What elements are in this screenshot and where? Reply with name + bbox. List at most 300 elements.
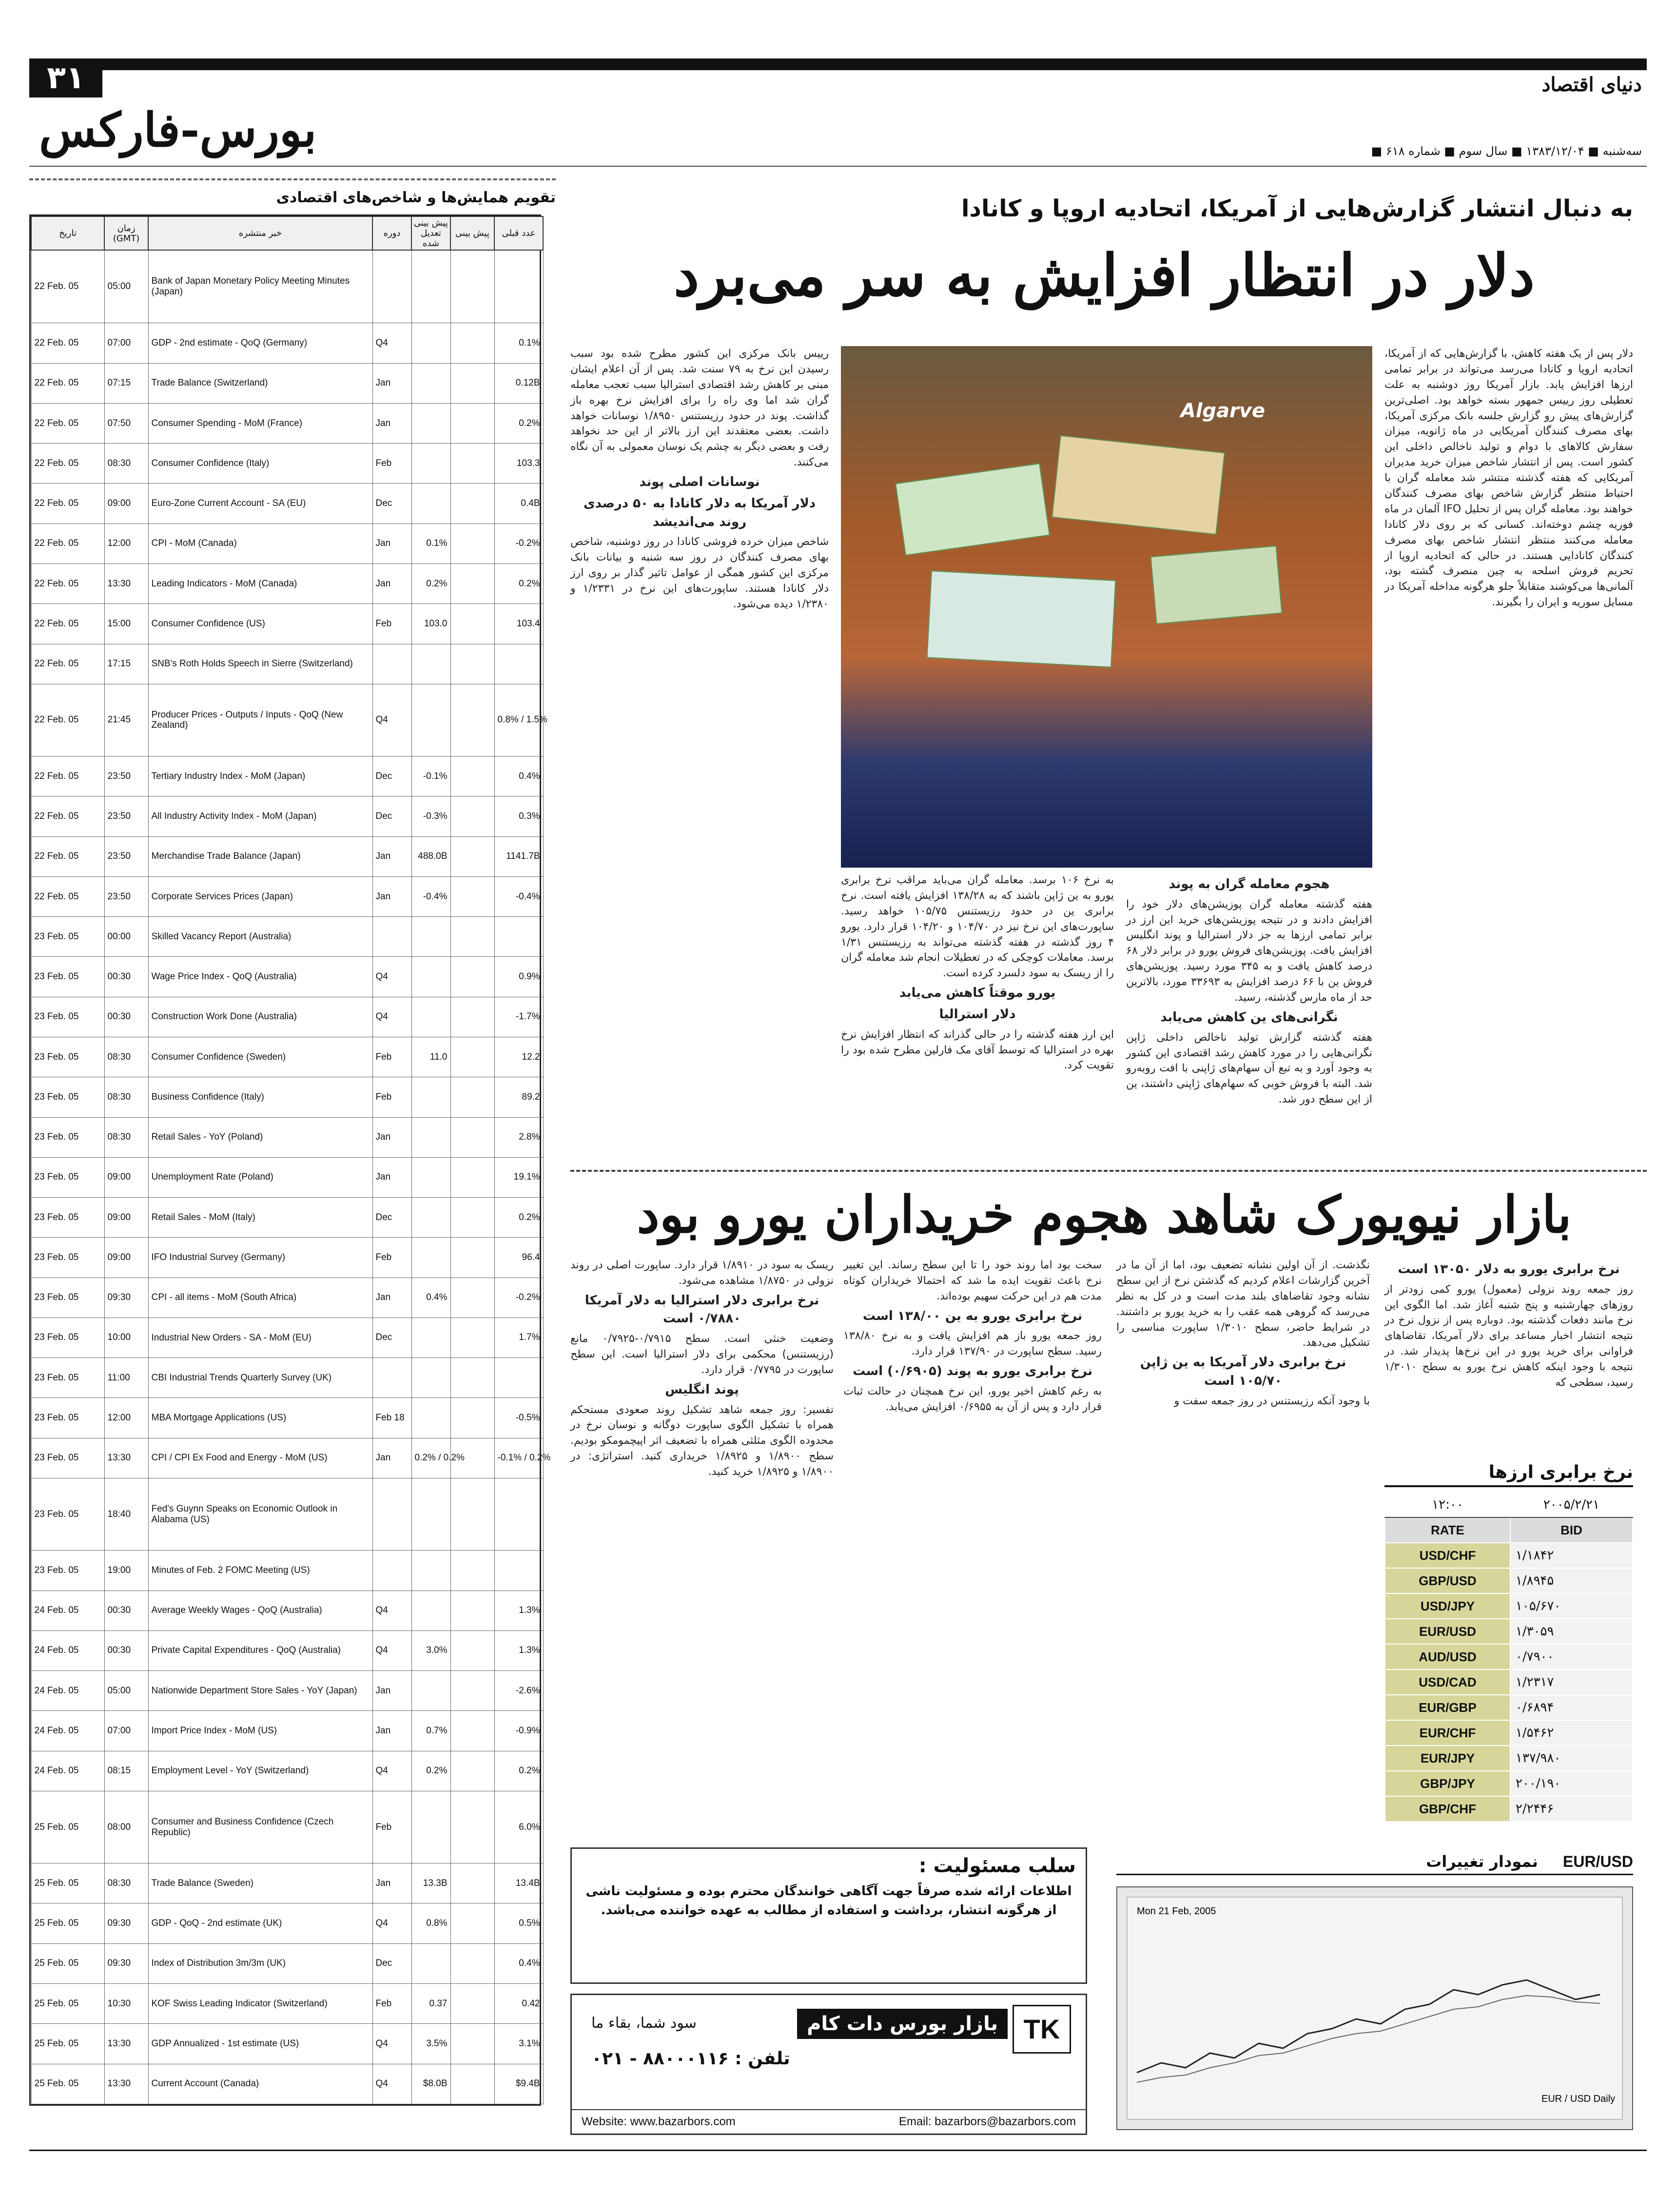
banknote-image <box>927 570 1116 668</box>
calendar-cell: Feb <box>372 1037 411 1077</box>
calendar-cell: 00:30 <box>104 1630 148 1670</box>
calendar-row <box>31 1671 543 1711</box>
calendar-cell: Feb <box>372 1983 411 2023</box>
calendar-cell: -0.2% <box>494 524 543 563</box>
calendar-row <box>31 1157 543 1197</box>
calendar-cell: 07:00 <box>104 1711 148 1751</box>
calendar-cell: 00:30 <box>104 997 148 1037</box>
calendar-body <box>31 250 551 2104</box>
calendar-cell: 0.2% / 0.2% <box>411 1438 450 1478</box>
calendar-cell: 23 Feb. 05 <box>31 1278 104 1318</box>
calendar-cell: 23 Feb. 05 <box>31 1117 104 1157</box>
calendar-cell: 23 Feb. 05 <box>31 1478 104 1550</box>
article1-subhead-yen: نگرانی‌های ین کاهش می‌یابد <box>1160 1009 1338 1025</box>
calendar-cell: GDP - QoQ - 2nd estimate (UK) <box>148 1903 372 1943</box>
calendar-cell <box>450 1117 494 1157</box>
calendar-cell: 23:50 <box>104 796 148 836</box>
calendar-cell <box>494 1551 543 1591</box>
calendar-cell: 22 Feb. 05 <box>31 444 104 484</box>
article1-col3 <box>841 873 1114 1165</box>
calendar-row <box>31 1398 543 1438</box>
calendar-cell: 13.4B <box>494 1863 543 1903</box>
calendar-cell: 23:50 <box>104 757 148 796</box>
calendar-row <box>31 1751 543 1791</box>
calendar-cell <box>411 644 450 684</box>
banknote-image <box>1052 435 1225 535</box>
calendar-cell <box>372 644 411 684</box>
article2-col3 <box>843 1258 1102 1843</box>
article2-col2 <box>1116 1258 1370 1843</box>
chart-caption: EUR / USD Daily <box>1541 2094 1616 2104</box>
article2-col4 <box>570 1258 834 1843</box>
calendar-cell: Q4 <box>372 1903 411 1943</box>
fx-row <box>1385 1669 1633 1695</box>
calendar-cell <box>494 250 543 323</box>
calendar-row <box>31 876 543 916</box>
calendar-cell: Unemployment Rate (Poland) <box>148 1157 372 1197</box>
calendar-row <box>31 1358 543 1398</box>
disclaimer-box <box>570 1847 1087 1984</box>
calendar-cell: Q4 <box>372 323 411 363</box>
calendar-cell <box>372 1478 411 1550</box>
calendar-cell <box>411 323 450 363</box>
calendar-cell: Feb 18 <box>372 1398 411 1438</box>
calendar-cell <box>450 1198 494 1238</box>
calendar-cell <box>411 1318 450 1358</box>
calendar-cell: Jan <box>372 1438 411 1478</box>
dashed-rule <box>29 178 556 180</box>
calendar-cell: 0.4B <box>494 484 543 524</box>
article2-subhead-eurusd: نرخ برابری یورو به دلار ۱۳۰۵۰ است <box>1398 1262 1620 1277</box>
calendar-cell <box>411 1791 450 1863</box>
article1-col1-text: دلار پس از یک هفته کاهش، با گزارش‌هایی که از آمریکا، اتحادیه اروپا و کانادا می‌رسد می‌تواند در برابر تمامی ارزها افزایش یابد. بازار آمریکا روز دوشنبه به علت تعطیلی روز رییس جمهور بسته خواهد بود. اصلی‌ترین گزارش‌های پیش رو گزارش جلسه بانک مرکزی آمریکا، بهای مصرف کنندگان آمریکایی در ماه ژانویه، میزان سفارش کالاهای با دوام و تولید ناخالص داخلی این کشور است. پس از انتشار شاخص میزان خرید مدیران آمریکایی که هفته گذشته منتشر شد معامله گران با احتیاط منتظر گزارش شاخص بهای مصرف کنندگان خواهند بود. معامله گران پس از تحلیل IFO آلمان در ماه فوریه چشم دوخته‌اند. کسانی که بر روی دلار کانادا معامله می‌کنند منتظر انتشار شاخص بهای مصرف کنندگان کانادایی هستند. در حالی که اتحادیه اروپا از تحریم فروش اسلحه به چین منصرف گشته بود، آلمانی‌ها می‌کوشند متقابلاً جلو هرگونه مداخله آمریکا در مسایل سوریه و ایران را بگیرند. <box>1384 348 1633 609</box>
calendar-cell <box>450 1943 494 1983</box>
calendar-cell: 0.12B <box>494 363 543 403</box>
calendar-cell: 19.1% <box>494 1157 543 1197</box>
calendar-row <box>31 836 543 876</box>
company-email[interactable]: Email: bazarbors@bazarbors.com <box>898 2115 1076 2128</box>
chart-plot-area <box>1127 1897 1622 2119</box>
calendar-cell: Industrial New Orders - SA - MoM (EU) <box>148 1318 372 1358</box>
article2-subhead-audusd: نرخ برابری دلار استرالیا به دلار آمریکا ۰/۷۸۸۰ است <box>585 1293 819 1326</box>
calendar-cell: 25 Feb. 05 <box>31 2024 104 2064</box>
calendar-cell: Jan <box>372 836 411 876</box>
calendar-cell <box>450 836 494 876</box>
calendar-cell: 488.0B <box>411 836 450 876</box>
calendar-cell: 08:30 <box>104 1037 148 1077</box>
calendar-cell: 23 Feb. 05 <box>31 1157 104 1197</box>
calendar-cell: 11.0 <box>411 1037 450 1077</box>
calendar-cell: 24 Feb. 05 <box>31 1630 104 1670</box>
calendar-cell: Consumer and Business Confidence (Czech Republic) <box>148 1791 372 1863</box>
calendar-cell: Jan <box>372 363 411 403</box>
calendar-cell <box>450 1318 494 1358</box>
calendar-cell: 05:00 <box>104 250 148 323</box>
calendar-cell: SNB's Roth Holds Speech in Sierre (Switzerland) <box>148 644 372 684</box>
calendar-row <box>31 363 543 403</box>
calendar-cell: 13:30 <box>104 1438 148 1478</box>
calendar-cell: 25 Feb. 05 <box>31 1983 104 2023</box>
calendar-cell: -0.3% <box>411 796 450 836</box>
article1-headline: دلار در انتظار افزایش به سر می‌برد <box>673 241 1535 309</box>
calendar-cell: All Industry Activity Index - MoM (Japan) <box>148 796 372 836</box>
calendar-row <box>31 1278 543 1318</box>
fx-bid: ۱/۲۳۱۷ <box>1510 1669 1633 1695</box>
calendar-cell: 00:30 <box>104 957 148 997</box>
calendar-row <box>31 1117 543 1157</box>
fx-bid: ۱/۳۰۵۹ <box>1510 1619 1633 1644</box>
calendar-cell: Feb <box>372 604 411 644</box>
calendar-cell: Jan <box>372 403 411 443</box>
calendar-row <box>31 1943 543 1983</box>
calendar-cell <box>450 644 494 684</box>
calendar-cell: Wage Price Index - QoQ (Australia) <box>148 957 372 997</box>
calendar-cell <box>411 403 450 443</box>
calendar-cell: Skilled Vacancy Report (Australia) <box>148 917 372 957</box>
chart-pair: EUR/USD <box>1562 1853 1633 1870</box>
fx-row <box>1385 1746 1633 1771</box>
calendar-cell: -0.4% <box>494 876 543 916</box>
calendar-cell <box>411 917 450 957</box>
calendar-cell: Average Weekly Wages - QoQ (Australia) <box>148 1591 372 1630</box>
calendar-cell <box>450 1671 494 1711</box>
fx-bid-label: BID <box>1510 1517 1633 1543</box>
calendar-cell: 08:30 <box>104 1863 148 1903</box>
issue-line: ■ سه‌شنبه ■ ۱۳۸۳/۱۲/۰۴ ■ سال سوم ■ شماره ۶۱۸ <box>1371 144 1642 158</box>
fx-row <box>1385 1771 1633 1796</box>
fx-pair: USD/CHF <box>1385 1543 1510 1568</box>
calendar-cell: Feb <box>372 444 411 484</box>
calendar-cell: Employment Level - YoY (Switzerland) <box>148 1751 372 1791</box>
calendar-cell <box>450 1863 494 1903</box>
company-slogan: سود شما، بقاء ما <box>591 2015 697 2032</box>
calendar-cell: 23 Feb. 05 <box>31 957 104 997</box>
calendar-cell <box>450 1358 494 1398</box>
article1-col4-text: رییس بانک مرکزی این کشور مطرح شده بود سبب رسیدن این نرخ به ۷۹ سنت شد. پس از آن اعلام ایشان مبنی بر کاهش رشد اقتصادی استرالیا سبب تعجب معامله گران شد اما وی راه را برای افزایش نرخ بهره باز گذاشت. پوند در حدود رزیستنس ۱/۸۹۵۰ نوسانات خواهد داشت. بعضی معتقدند این ارز بالاتر از این حد نخواهد رفت و بعضی دیگر به چشم یک نوسان معمولی به آن نگاه می‌کنند. <box>570 348 829 469</box>
fx-date-row <box>1385 1492 1633 1517</box>
calendar-cell <box>411 997 450 1037</box>
chart-title <box>1116 1852 1633 1875</box>
article2-col2b-text: با وجود آنکه رزیستنس در روز جمعه سفت و <box>1174 1395 1370 1407</box>
bottom-rule <box>29 2150 1647 2151</box>
article2-col4c-text: تفسیر: روز جمعه شاهد تشکیل روند صعودی مستحکم همراه با تشکیل الگوی ساپورت دوگانه و نوسان نرخ در محدوده الگوی مثلثی همراه با تضعیف اثر اپیچمومکو بودیم. سطح ۱/۸۹۰۰ و ۱/۸۹۲۵ خریداری کنید. استراتژی: در ۱/۸۹۰۰ و ۱/۸۹۲۵ خرید کنید. <box>570 1403 834 1478</box>
calendar-cell: 25 Feb. 05 <box>31 1903 104 1943</box>
article1-col1 <box>1384 346 1633 1165</box>
calendar-cell: Q4 <box>372 2064 411 2104</box>
calendar-cell: GDP Annualized - 1st estimate (US) <box>148 2024 372 2064</box>
calendar-row <box>31 917 543 957</box>
calendar-cell <box>450 997 494 1037</box>
calendar-cell: 09:00 <box>104 484 148 524</box>
calendar-cell <box>450 684 494 756</box>
calendar-cell <box>450 363 494 403</box>
calendar-cell: 09:00 <box>104 1238 148 1278</box>
fx-pair: USD/CAD <box>1385 1669 1510 1695</box>
calendar-row <box>31 1630 543 1670</box>
calendar-cell: 0.4% <box>494 1943 543 1983</box>
newspaper-logo: دنیای اقتصاد <box>1541 73 1642 96</box>
calendar-cell: 07:00 <box>104 323 148 363</box>
calendar-cell: 25 Feb. 05 <box>31 1791 104 1863</box>
calendar-cell: Dec <box>372 757 411 796</box>
calendar-cell <box>372 917 411 957</box>
calendar-cell <box>450 2064 494 2104</box>
article1-col2 <box>1126 873 1372 1165</box>
calendar-cell: 07:15 <box>104 363 148 403</box>
calendar-cell: 24 Feb. 05 <box>31 1671 104 1711</box>
calendar-cell <box>411 1551 450 1591</box>
calendar-row <box>31 2064 543 2104</box>
calendar-cell: 23 Feb. 05 <box>31 1318 104 1358</box>
calendar-cell: 22 Feb. 05 <box>31 524 104 563</box>
fx-row <box>1385 1796 1633 1822</box>
calendar-cell <box>450 1037 494 1077</box>
eurusd-chart <box>1116 1886 1633 2130</box>
calendar-cell: Fed's Guynn Speaks on Economic Outlook in Alabama (US) <box>148 1478 372 1550</box>
calendar-cell <box>450 1398 494 1438</box>
chart-title-text: نمودار تغییرات <box>1426 1852 1538 1871</box>
calendar-cell: -0.5% <box>494 1398 543 1438</box>
calendar-cell: 3.0% <box>411 1630 450 1670</box>
calendar-cell: 23 Feb. 05 <box>31 1077 104 1117</box>
calendar-cell: 08:30 <box>104 1117 148 1157</box>
calendar-cell: Jan <box>372 563 411 603</box>
calendar-cell: 0.42 <box>494 1983 543 2023</box>
calendar-cell: CPI - MoM (Canada) <box>148 524 372 563</box>
calendar-cell: 23 Feb. 05 <box>31 1438 104 1478</box>
calendar-cell <box>411 1591 450 1630</box>
fx-row <box>1385 1593 1633 1619</box>
calendar-cell <box>450 757 494 796</box>
calendar-cell: Tertiary Industry Index - MoM (Japan) <box>148 757 372 796</box>
fx-pair: GBP/JPY <box>1385 1771 1510 1796</box>
banknote-image <box>895 463 1050 556</box>
fx-rate-label: RATE <box>1385 1517 1510 1543</box>
calendar-cell: Trade Balance (Sweden) <box>148 1863 372 1903</box>
calendar-cell: 13.3B <box>411 1863 450 1903</box>
calendar-cell: 6.0% <box>494 1791 543 1863</box>
calendar-row <box>31 403 543 443</box>
calendar-cell <box>450 1077 494 1117</box>
calendar-cell: 23 Feb. 05 <box>31 917 104 957</box>
calendar-cell: 23 Feb. 05 <box>31 1398 104 1438</box>
article1-subhead-pound-swings: نوسانات اصلی پوند <box>639 475 760 490</box>
calendar-cell: MBA Mortgage Applications (US) <box>148 1398 372 1438</box>
article-divider <box>570 1170 1647 1172</box>
calendar-cell <box>450 1238 494 1278</box>
calendar-cell <box>494 1478 543 1550</box>
calendar-cell <box>372 1551 411 1591</box>
calendar-cell: 25 Feb. 05 <box>31 2064 104 2104</box>
fx-pair: EUR/JPY <box>1385 1746 1510 1771</box>
calendar-row <box>31 1198 543 1238</box>
fx-bid: ۱/۸۹۴۵ <box>1510 1568 1633 1593</box>
calendar-cell: Consumer Confidence (US) <box>148 604 372 644</box>
calendar-cell: 11:00 <box>104 1358 148 1398</box>
ad-footer <box>572 2109 1086 2134</box>
calendar-cell <box>372 1358 411 1398</box>
article2-subhead-eurjpy: نرخ برابری یورو به ین ۱۳۸/۰۰ است <box>862 1308 1083 1323</box>
calendar-cell: 09:30 <box>104 1903 148 1943</box>
calendar-cell: 0.2% <box>494 403 543 443</box>
fx-bid: ۲۰۰/۱۹۰ <box>1510 1771 1633 1796</box>
calendar-cell: 21:45 <box>104 684 148 756</box>
advertisement <box>570 1994 1087 2135</box>
calendar-cell <box>411 684 450 756</box>
calendar-cell <box>450 1478 494 1550</box>
fx-pair: USD/JPY <box>1385 1593 1510 1619</box>
calendar-cell: 13:30 <box>104 2064 148 2104</box>
article2-col1 <box>1384 1258 1633 1453</box>
calendar-cell <box>450 323 494 363</box>
fx-row <box>1385 1619 1633 1644</box>
fx-row <box>1385 1720 1633 1746</box>
calendar-cell: Retail Sales - YoY (Poland) <box>148 1117 372 1157</box>
calendar-row <box>31 1037 543 1077</box>
article2-col4-text: ریسک به سود در ۱/۸۹۱۰ قرار دارد. ساپورت اصلی در روند نزولی در ۱/۸۷۵۰ مشاهده می‌شود. <box>570 1259 834 1287</box>
calendar-cell <box>450 250 494 323</box>
calendar-cell <box>450 524 494 563</box>
article2-col3-text: سخت بود اما روند خود را تا این سطح رساند. این تغییر نرخ باعث تقویت ایده ما شد که احتمالا خریداران کوتاه مدت هم در این حرکت سهیم بوده‌اند. <box>843 1259 1102 1302</box>
calendar-cell: Consumer Confidence (Sweden) <box>148 1037 372 1077</box>
calendar-cell: 08:30 <box>104 1077 148 1117</box>
calendar-cell <box>450 1278 494 1318</box>
calendar-cell: 08:00 <box>104 1791 148 1863</box>
calendar-cell <box>450 1751 494 1791</box>
calendar-row <box>31 1238 543 1278</box>
calendar-cell <box>450 1551 494 1591</box>
calendar-cell: 05:00 <box>104 1671 148 1711</box>
calendar-cell: 1.3% <box>494 1630 543 1670</box>
calendar-cell: 0.7% <box>411 1711 450 1751</box>
calendar-cell: Import Price Index - MoM (US) <box>148 1711 372 1751</box>
calendar-header-cell: پیش بینی تعدیل شده <box>411 216 450 250</box>
calendar-cell <box>411 1398 450 1438</box>
article1-subhead-cad: دلار آمریکا به دلار کانادا به ۵۰ درصدی روند می‌اندیشد <box>583 496 816 529</box>
fx-rates-table <box>1384 1492 1633 1822</box>
calendar-cell <box>411 957 450 997</box>
fx-pair: EUR/GBP <box>1385 1695 1510 1720</box>
calendar-cell: $9.4B <box>494 2064 543 2104</box>
fx-rates-title: نرخ برابری ارزها <box>1384 1462 1633 1487</box>
article1-col2-text: هفته گذشته معامله گران پوزیشن‌های دلار خود را افزایش دادند و در نتیجه پوزیشن‌های خرید این ارز در برابر تمامی ارزها به جز دلار استرالیا و پوند انگلیس افزایش یافت. پوزیشن‌های فروش یورو در برابر دلار ۶۸ درصد کاهش یافت و به ۳۴۵ مورد رسید. پوزیشن‌های فروش ین با ۶۶ درصد افزایش به ۳۳۶۹۳ مورد، بالاترین حد از ماه مارس گذشته، رسید. <box>1126 898 1372 1004</box>
page-number: ۳۱ <box>29 58 102 97</box>
calendar-header-cell: دوره <box>372 216 411 250</box>
calendar-cell <box>411 1358 450 1398</box>
calendar-header-row <box>31 216 543 250</box>
calendar-cell <box>450 1791 494 1863</box>
article1-subhead-aud: دلار استرالیا <box>939 1007 1016 1022</box>
calendar-row <box>31 957 543 997</box>
calendar-cell <box>450 484 494 524</box>
calendar-cell: Consumer Spending - MoM (France) <box>148 403 372 443</box>
calendar-cell: Nationwide Department Store Sales - YoY (Japan) <box>148 1671 372 1711</box>
calendar-cell: Jan <box>372 1671 411 1711</box>
calendar-cell: Q4 <box>372 2024 411 2064</box>
calendar-cell: -0.1% / 0.2% <box>494 1438 543 1478</box>
calendar-row <box>31 2024 543 2064</box>
calendar-cell: 18:40 <box>104 1478 148 1550</box>
calendar-cell: KOF Swiss Leading Indicator (Switzerland) <box>148 1983 372 2023</box>
calendar-cell <box>450 444 494 484</box>
calendar-cell: 24 Feb. 05 <box>31 1711 104 1751</box>
calendar-cell <box>450 563 494 603</box>
photo-label: Algarve <box>1180 400 1265 422</box>
fx-bid: ۰/۷۹۰۰ <box>1510 1644 1633 1669</box>
calendar-row <box>31 1318 543 1358</box>
fx-pair: AUD/USD <box>1385 1644 1510 1669</box>
calendar-cell: IFO Industrial Survey (Germany) <box>148 1238 372 1278</box>
calendar-cell: 15:00 <box>104 604 148 644</box>
calendar-header-cell: عدد قبلی <box>494 216 543 250</box>
fx-bid: ۲/۲۴۴۶ <box>1510 1796 1633 1822</box>
calendar-cell: 08:15 <box>104 1751 148 1791</box>
calendar-row <box>31 1438 543 1478</box>
calendar-cell <box>450 1630 494 1670</box>
calendar-row <box>31 1478 543 1550</box>
article2-col1-text: روز جمعه روند نزولی (معمول) یورو کمی زودتر از روزهای چهارشنبه و پنج شنبه آغاز شد. اما الگوی این نرخ مانند دفعات گذشته بود. دوباره پس از نزول نرخ در نتیجه انتشار اخبار مساعد برای دلار آمریکا، تقاضاهای فراوانی برای خرید یورو در این نرخ‌ها پدیدار شد. در نتیجه با وجود اینکه کاهش نرخ یورو به سطح ۱/۳۰۱۰ رسید، سطحی که <box>1384 1283 1633 1389</box>
calendar-cell: 09:00 <box>104 1157 148 1197</box>
calendar-cell: 23:50 <box>104 836 148 876</box>
calendar-cell <box>411 1478 450 1550</box>
calendar-cell: 09:30 <box>104 1278 148 1318</box>
calendar-header-cell: تاریخ <box>31 216 104 250</box>
calendar-row <box>31 1077 543 1117</box>
calendar-cell: Q4 <box>372 1751 411 1791</box>
calendar-cell: Dec <box>372 484 411 524</box>
calendar-cell: Leading Indicators - MoM (Canada) <box>148 563 372 603</box>
calendar-cell: Q4 <box>372 1630 411 1670</box>
article2-col3b-text: روز جمعه یورو باز هم افزایش یافت و به نرخ ۱۳۸/۸۰ رسید. سطح ساپورت در ۱۳۷/۹۰ قرار دارد. <box>843 1330 1102 1358</box>
article2-col3c-text: به رغم کاهش اخیر یورو، این نرخ همچنان در حالت ثبات قرار دارد و پس از آن به ۰/۶۹۵۵ افزایش می‌یابد. <box>843 1385 1102 1413</box>
calendar-cell: 22 Feb. 05 <box>31 250 104 323</box>
calendar-cell <box>411 1077 450 1117</box>
calendar-cell: Jan <box>372 1117 411 1157</box>
calendar-cell: 12:00 <box>104 524 148 563</box>
calendar-cell: 22 Feb. 05 <box>31 484 104 524</box>
fx-bid: ۰/۶۸۹۴ <box>1510 1695 1633 1720</box>
calendar-cell: 22 Feb. 05 <box>31 563 104 603</box>
calendar-cell: 12:00 <box>104 1398 148 1438</box>
article2-headline: بازار نیویورک شاهد هجوم خریداران یورو بود <box>637 1184 1572 1244</box>
article1-col4 <box>570 346 829 1165</box>
fx-row <box>1385 1695 1633 1720</box>
calendar-cell <box>450 2024 494 2064</box>
fx-pair: GBP/USD <box>1385 1568 1510 1593</box>
calendar-header-cell: زمان (GMT) <box>104 216 148 250</box>
calendar-cell <box>411 363 450 403</box>
economic-calendar <box>29 214 551 2106</box>
company-website[interactable]: Website: www.bazarbors.com <box>582 2115 736 2128</box>
calendar-cell: 1141.7B <box>494 836 543 876</box>
calendar-cell <box>450 917 494 957</box>
article1-col4b-text: شاخص میزان خرده فروشی کانادا در روز دوشنبه، شاخص بهای مصرف کنندگان در روز سه شنبه و بیانات بانک مرکزی این کشور همگی از عوامل تاثیر گذار بر روی ارز دلار کانادا هستند. ساپورت‌های این نرخ در ۱/۲۳۳۱ و ۱/۲۳۸۰ دیده می‌شود. <box>570 536 829 610</box>
article1-kicker: به دنبال انتشار گزارش‌هایی از آمریکا، اتحادیه اروپا و کانادا <box>961 195 1633 222</box>
article1-col3-text: به نرخ ۱۰۶ برسد. معامله گران می‌باید مراقب نرخ برابری یورو به ین ژاپن باشند که به ۱۳۸/۲۸ افزایش یافته است. نرخ برابری ین در حدود رزیستنس ۱۰۵/۷۵ خواهد رسید. ساپورت‌های این نرخ نیز در ۱۰۴/۷۰ و ۱۰۴/۲۰ قرار دارد. یورو ۴ روز گذشته در هفته گذشته می‌تواند به رزیستنس ۱/۳۱ برسد. معاملات کوچکی که در تعطیلات انجام شد معامله گران را از ریسک به سود دلسرد کرده است. <box>841 874 1114 980</box>
calendar-header-cell: پیش بینی <box>450 216 494 250</box>
calendar-cell: 0.8% <box>411 1903 450 1943</box>
calendar-cell: Retail Sales - MoM (Italy) <box>148 1198 372 1238</box>
calendar-cell <box>450 1711 494 1751</box>
article2-col4b-text: وضعیت خنثی است. سطح ۰/۷۹۱۵-۰/۷۹۲۵ مانع (رزیستنس) محکمی برای دلار استرالیا است. این سطح ساپورت در ۰/۷۷۹۵ قرار دارد. <box>570 1333 834 1376</box>
calendar-cell: 0.2% <box>494 1198 543 1238</box>
calendar-cell: 23 Feb. 05 <box>31 1238 104 1278</box>
calendar-cell <box>372 250 411 323</box>
calendar-cell: 00:30 <box>104 1591 148 1630</box>
calendar-row <box>31 1551 543 1591</box>
calendar-cell: Jan <box>372 1711 411 1751</box>
calendar-cell: Current Account (Canada) <box>148 2064 372 2104</box>
